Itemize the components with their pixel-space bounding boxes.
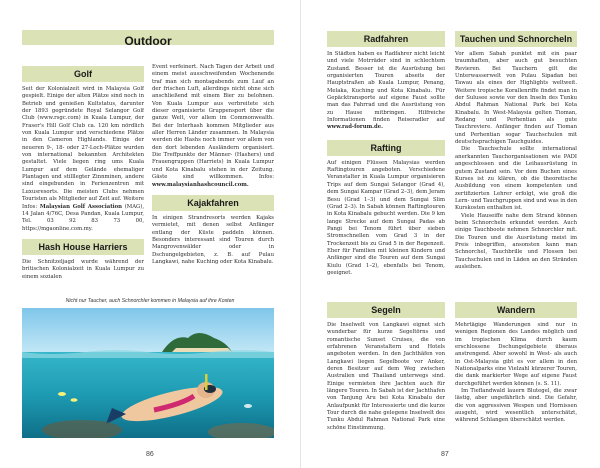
wandern-heading: Wandern bbox=[455, 302, 577, 318]
page-title: Outdoor bbox=[22, 30, 274, 45]
radfahren-text-main: In Städten haben es Radfahrer nicht leicht und viele Motrräder sind in schlechtem Zustand. Besser ist die Ausrüstung bei organisierten Touren abseits der Hauptstraßen ab Kuala Lumpur, Penang, Melaka, Kuching und Kota Kinabalu. Für Gepäcktransporte auf eigene Faust sollte man das Fahrrad und die Ausrüstung von zu Hause mitbringen. Hilfreiche Informationen finden Reiseradler auf bbox=[327, 51, 445, 124]
tauchen-text-3: Viele Hauseiffe nahe dem Strand können beim Schnorcheln erkundet werden. Auch einige Tauchboote nehmen Schnorchler mit. Die Touren und die Ausrüstung meist im Preis inbegriffen, ansonsten kann man Schnorchel, Tauchbrille und Flossen bei Tauchschulen und in Läden an den Stränden ausleihen. bbox=[455, 212, 577, 270]
fish-1 bbox=[58, 392, 66, 396]
fish-2 bbox=[71, 398, 78, 402]
golf-text bbox=[22, 86, 144, 233]
radfahren-link: www.rad-forum.de. bbox=[327, 124, 383, 131]
outdoor-title-bar bbox=[22, 30, 274, 45]
tauchen-text-1: Vor allem Sabah punktet mit ein paar traumhaften, aber auch gut besuchten Revieren. Bei Tauchern gilt die Unterwasserwelt von Pulau Sipadan bei Tawau als eines der Highlights weltweit. Weitere tropische Korallenriffe findet man in der Sulusee sowie vor den Inseln des Tunku Abdul Rahman National Park bei Kota Kinabalu. In West-Malaysia gelten Tioman, Redang und Perhentian als gute Tauchreviere. Anfänger finden auf Tioman und Perhentian sogar Tauchschulen mit deutschsprachigen Tauchguides. bbox=[455, 51, 577, 146]
golf-text-main: Seit der Kolonialzeit wird in Malaysia Golf gespielt. Einige der alten Plätze sind noch in Betrieb und genießen Kultstatus, darunter der 1893 gegründete Royal Selangor Golf Club (www.rsgc.com) in Kuala Lumpur, der Fraser's Hill Golf Club ca. 120 km nördlich von Kuala Lumpur und verschiedene Plätze in den Cameron Highlands. Einige der neueren 9-, 18- oder 27-Loch-Plätze wurden von international bekannten Architekten gestaltet. Viele liegen ring ums Kuala Lumpur auf dem Gelände ehemaliger Plantagen und stilllegter Zinnminen, andere sind eingebunden in Ferienzentren mit Luxusresorts. Die meisten Clubs nehmen Touristen als Mitglieder auf Zeit auf. Weitere Infos: bbox=[22, 86, 144, 210]
photo-caption: Nicht nur Taucher, auch Schnorchler kommen in Malaysia auf ihre Kosten bbox=[65, 298, 235, 304]
right-column-1 bbox=[327, 30, 445, 298]
kajak-text: In einigen Strandresorts werden Kajaks vermietet, mit denen selbst Anfänger entlang der Küste paddeln können. Besonders interessant sind Touren durch Mangrovenwälder oder in Dschungelgebieten, z. B. auf Pulau Langkawi, nahe Kuching oder Kota Kinabalu. bbox=[152, 214, 274, 265]
golf-heading: Golf bbox=[22, 66, 144, 82]
left-column-2 bbox=[152, 64, 274, 294]
right-page bbox=[300, 0, 600, 468]
hash-heading: Hash House Harriers bbox=[22, 239, 144, 255]
fish-3 bbox=[244, 404, 252, 408]
snorkel-tube bbox=[205, 374, 208, 390]
golf-association-name: Malaysian Golf Association bbox=[39, 203, 123, 210]
tauchen-heading: Tauchen und Schnorcheln bbox=[455, 31, 577, 47]
kajak-heading: Kajakfahren bbox=[152, 195, 274, 211]
rafting-heading: Rafting bbox=[327, 140, 445, 156]
segeln-text: Die Inselwelt von Langkawi eignet sich wunderbar für kurze Segeltörns und romantische Sunset Cruises, die von erfahrenen Veranstaltern und Hotels angeboten werden. In den Jachthäfen von Langkawi liegen Segelboote vor Anker, deren Besitzer auf dem Weg zwischen Australien und Thailand unterwegs sind. Einige vermieten ihre Jachten auch für längere Touren. In Sabah ist der Jachthafen von Tanjung Aru bei Kota Kinabalu der Anlaufpunkt für Interessierte und die kurze Tour durch die nahe gelegene Inselwelt des Tunku Abdul Rahman National Park eine schöne Einstimmung. bbox=[327, 322, 445, 431]
snorkeler-illustration bbox=[22, 308, 274, 438]
hash-text-1: Die Schnitzeljagd wurde während der britischen Kolonialzeit in Kuala Lumpur zu einem sozialen bbox=[22, 258, 144, 280]
golf-contact: (MAG), 14 Jalan 4/76C, Desa Pandan, Kuala Lumpur, Tel. 03 92 83 73 00, https://mgaonline.com.my. bbox=[22, 203, 144, 232]
left-column-1 bbox=[22, 64, 144, 294]
wandern-text: Mehrtägige Wanderungen sind nur in wenigen Regionen des Landes möglich und im tropischen Klima durch kaum erschlossene Dschungelgebiete überaus anstrengend. Aber sowohl in West- als auch in Ost-Malaysia gibt es vor allem in den Nationalparks eine Vielzahl kürzerer Touren, die dank markierter Wege auf eigene Faust durchgeführt werden können (s. S. 11). bbox=[455, 322, 577, 387]
rafting-text: Auf einigen Flüssen Malaysias werden Raftingtouren angeboten. Verschiedene Veranstalter in Kuala Lumpur organisieren Trips auf dem Sungai Selangor (Grad 4), dem Sungai Kampar (Grad 2–3), dem Jeram Besu (Grad 1–3) und dem Sungai Slim (Grad 2–3). In Sabah können Raftingtouren in Kota Kinabalu gebucht werden. Die 9 km lange Strecke auf dem Sungai Padas ab Pangi bei Tenom führt über sieben Stromschnellen vom Grad 3 in der Trockenzeit bis zu Grad 5 in der Regenzeit. Eher für Familien mit kleinen Kindern und Anfänger sind die Touren auf dem Sungai Kiulu (Grad 1–2), ebenfalls bei Tenom, geeignet. bbox=[327, 159, 445, 276]
right-column-1-bottom bbox=[327, 300, 445, 445]
right-column-2 bbox=[455, 30, 577, 298]
tauchen-text-2: Die Tauchschule sollte international anerkannten Tauchorganisationen wie PADI angeschlossen und die Leihausrüstung in gutem Zustand sein. Vor dem Buchen eines Kurses ist zu klären, ob die theoretische Ausbildung von einem kompetenten und zertifizierten Lehrer erfolgt, wie groß die Lern- und Tauchgruppen sind und was in den Kurskosten enthalten ist. bbox=[455, 146, 577, 212]
wandern-text-2: Im Tieflandwald lauern Blutegel, die zwar lästig, aber ungefährlich sind. Die Gefahr, die von aggressiven Wespen und Hornissen ausgeht, wird wesentlich unterschätzt, während Schlangen überschätzt werden. bbox=[455, 388, 577, 424]
radfahren-heading: Radfahren bbox=[327, 31, 445, 47]
right-column-2-bottom bbox=[455, 300, 577, 445]
page-number-right: 87 bbox=[441, 451, 449, 458]
segeln-heading: Segeln bbox=[327, 302, 445, 318]
snorkeler-photo bbox=[22, 308, 274, 438]
hash-link: www.malaysianhashcouncil.com. bbox=[152, 181, 249, 188]
hash-text-2 bbox=[152, 64, 274, 189]
hash-text-2-main: Event verfeinert. Nach Tagen der Arbeit und einem meist ausschweifenden Wochenende traf man sich montagabends zum Lauf an der frischen Luft, allerdings nicht ohne sich anschließend mit einem Bier zu belohnen. Von Kuala Lumpur aus verbreitete sich dieser organisierte Gruppensport über die ganze Welt, vor allem im Commonwealth. Bei der Interhash kommen Mitglieder aus aller Herren Länder zusammen. In Malaysia werden die Hashs noch immer vor allem von den dort lebenden Ausländern organisiert. Die Treffpunkte der Männer- (Hashers) und Frauengruppen (Harriets) in Kuala Lumpur und Kota Kinabalu stehen in der Zeitung. Gäste sind willkommen. Infos: bbox=[152, 64, 274, 181]
sky bbox=[22, 308, 274, 354]
radfahren-text bbox=[327, 51, 445, 132]
page-number-left: 86 bbox=[146, 451, 154, 458]
